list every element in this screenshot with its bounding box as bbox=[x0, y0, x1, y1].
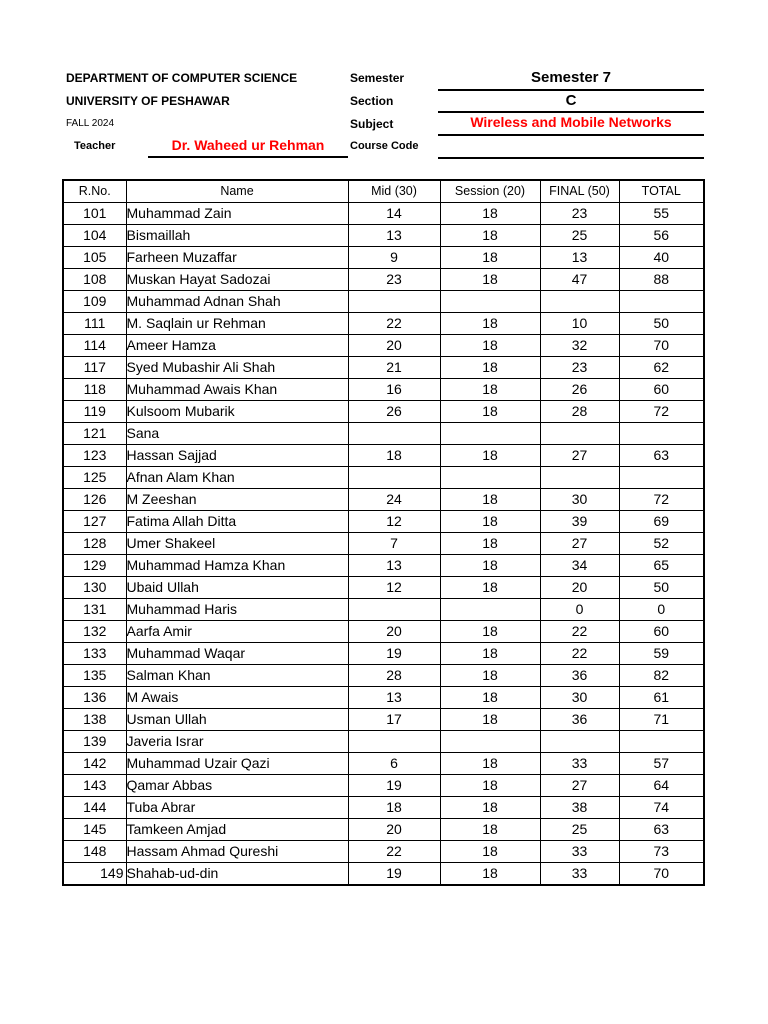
row-final: 47 bbox=[540, 269, 619, 291]
row-name: M. Saqlain ur Rehman bbox=[126, 313, 348, 335]
row-rno: 135 bbox=[63, 665, 126, 687]
row-total: 55 bbox=[619, 203, 704, 225]
row-final: 27 bbox=[540, 533, 619, 555]
row-final: 25 bbox=[540, 819, 619, 841]
row-name: Muhammad Uzair Qazi bbox=[126, 753, 348, 775]
row-name: Muhammad Awais Khan bbox=[126, 379, 348, 401]
row-mid: 22 bbox=[348, 841, 440, 863]
row-mid: 6 bbox=[348, 753, 440, 775]
subject-label: Subject bbox=[350, 117, 394, 131]
row-session: 18 bbox=[440, 577, 540, 599]
row-name: Umer Shakeel bbox=[126, 533, 348, 555]
row-rno: 126 bbox=[63, 489, 126, 511]
row-total: 56 bbox=[619, 225, 704, 247]
row-final: 33 bbox=[540, 753, 619, 775]
row-mid: 20 bbox=[348, 335, 440, 357]
row-session: 18 bbox=[440, 863, 540, 886]
row-final bbox=[540, 467, 619, 489]
table-row bbox=[63, 247, 704, 269]
row-total bbox=[619, 467, 704, 489]
row-mid bbox=[348, 291, 440, 313]
subject-value: Wireless and Mobile Networks bbox=[470, 114, 672, 130]
row-mid: 20 bbox=[348, 621, 440, 643]
row-final: 20 bbox=[540, 577, 619, 599]
row-rno: 109 bbox=[63, 291, 126, 313]
table-row bbox=[63, 225, 704, 247]
row-final: 38 bbox=[540, 797, 619, 819]
row-total: 50 bbox=[619, 577, 704, 599]
row-name: Salman Khan bbox=[126, 665, 348, 687]
marks-table-body bbox=[63, 203, 704, 886]
table-row bbox=[63, 731, 704, 753]
row-rno: 123 bbox=[63, 445, 126, 467]
teacher-underline bbox=[148, 156, 348, 158]
row-session: 18 bbox=[440, 335, 540, 357]
row-mid: 17 bbox=[348, 709, 440, 731]
table-row bbox=[63, 687, 704, 709]
term-label: FALL 2024 bbox=[66, 118, 115, 129]
row-final: 30 bbox=[540, 687, 619, 709]
row-total: 63 bbox=[619, 819, 704, 841]
table-row bbox=[63, 599, 704, 621]
row-final: 34 bbox=[540, 555, 619, 577]
row-mid bbox=[348, 423, 440, 445]
row-rno: 145 bbox=[63, 819, 126, 841]
row-rno: 144 bbox=[63, 797, 126, 819]
row-session: 18 bbox=[440, 841, 540, 863]
row-name: Muskan Hayat Sadozai bbox=[126, 269, 348, 291]
row-session bbox=[440, 599, 540, 621]
row-final: 13 bbox=[540, 247, 619, 269]
row-mid: 21 bbox=[348, 357, 440, 379]
row-final bbox=[540, 423, 619, 445]
row-rno: 143 bbox=[63, 775, 126, 797]
row-final: 25 bbox=[540, 225, 619, 247]
row-mid: 26 bbox=[348, 401, 440, 423]
row-mid: 13 bbox=[348, 225, 440, 247]
row-total: 40 bbox=[619, 247, 704, 269]
row-name: Shahab-ud-din bbox=[126, 863, 348, 886]
row-name: Farheen Muzaffar bbox=[126, 247, 348, 269]
row-rno: 104 bbox=[63, 225, 126, 247]
row-final: 22 bbox=[540, 621, 619, 643]
row-rno: 131 bbox=[63, 599, 126, 621]
row-name: Hassam Ahmad Qureshi bbox=[126, 841, 348, 863]
table-row bbox=[63, 335, 704, 357]
table-row bbox=[63, 863, 704, 886]
row-final: 32 bbox=[540, 335, 619, 357]
row-name: Sana bbox=[126, 423, 348, 445]
row-mid: 7 bbox=[348, 533, 440, 555]
row-mid: 23 bbox=[348, 269, 440, 291]
row-rno: 130 bbox=[63, 577, 126, 599]
column-header-total: TOTAL bbox=[619, 180, 704, 203]
row-final: 27 bbox=[540, 445, 619, 467]
row-total: 59 bbox=[619, 643, 704, 665]
table-row bbox=[63, 511, 704, 533]
row-final: 23 bbox=[540, 203, 619, 225]
row-mid: 19 bbox=[348, 775, 440, 797]
row-total: 60 bbox=[619, 621, 704, 643]
row-session: 18 bbox=[440, 247, 540, 269]
row-mid: 24 bbox=[348, 489, 440, 511]
column-header-final: FINAL (50) bbox=[540, 180, 619, 203]
row-mid: 19 bbox=[348, 643, 440, 665]
row-total: 64 bbox=[619, 775, 704, 797]
row-mid bbox=[348, 731, 440, 753]
row-rno: 105 bbox=[63, 247, 126, 269]
row-rno: 149 bbox=[63, 863, 126, 886]
row-rno: 132 bbox=[63, 621, 126, 643]
row-name: Muhammad Adnan Shah bbox=[126, 291, 348, 313]
row-session: 18 bbox=[440, 753, 540, 775]
row-session: 18 bbox=[440, 489, 540, 511]
row-final: 33 bbox=[540, 841, 619, 863]
section-value: C bbox=[565, 92, 577, 109]
row-name: Tamkeen Amjad bbox=[126, 819, 348, 841]
row-session: 18 bbox=[440, 401, 540, 423]
teacher-name: Dr. Waheed ur Rehman bbox=[171, 137, 325, 153]
row-session: 18 bbox=[440, 379, 540, 401]
row-total bbox=[619, 731, 704, 753]
row-rno: 142 bbox=[63, 753, 126, 775]
row-total: 73 bbox=[619, 841, 704, 863]
row-session: 18 bbox=[440, 203, 540, 225]
row-mid: 22 bbox=[348, 313, 440, 335]
row-session: 18 bbox=[440, 819, 540, 841]
row-name: Muhammad Zain bbox=[126, 203, 348, 225]
row-rno: 118 bbox=[63, 379, 126, 401]
semester-underline bbox=[438, 89, 704, 91]
row-final: 30 bbox=[540, 489, 619, 511]
row-mid: 14 bbox=[348, 203, 440, 225]
row-name: M Awais bbox=[126, 687, 348, 709]
row-mid: 12 bbox=[348, 577, 440, 599]
column-header-session: Session (20) bbox=[440, 180, 540, 203]
row-session: 18 bbox=[440, 643, 540, 665]
table-header-row bbox=[63, 180, 704, 203]
row-total: 62 bbox=[619, 357, 704, 379]
row-session: 18 bbox=[440, 621, 540, 643]
table-row bbox=[63, 819, 704, 841]
row-final: 23 bbox=[540, 357, 619, 379]
row-rno: 128 bbox=[63, 533, 126, 555]
row-total: 57 bbox=[619, 753, 704, 775]
row-final: 36 bbox=[540, 709, 619, 731]
row-total: 50 bbox=[619, 313, 704, 335]
row-total: 88 bbox=[619, 269, 704, 291]
table-row bbox=[63, 753, 704, 775]
row-session bbox=[440, 467, 540, 489]
row-final bbox=[540, 291, 619, 313]
row-final: 26 bbox=[540, 379, 619, 401]
row-final: 33 bbox=[540, 863, 619, 886]
row-rno: 129 bbox=[63, 555, 126, 577]
row-total: 60 bbox=[619, 379, 704, 401]
teacher-label: Teacher bbox=[74, 140, 116, 152]
column-header-mid: Mid (30) bbox=[348, 180, 440, 203]
row-session bbox=[440, 731, 540, 753]
table-row bbox=[63, 621, 704, 643]
row-session: 18 bbox=[440, 665, 540, 687]
row-session: 18 bbox=[440, 445, 540, 467]
section-label: Section bbox=[350, 94, 394, 108]
table-row bbox=[63, 313, 704, 335]
row-session: 18 bbox=[440, 687, 540, 709]
university-name: UNIVERSITY OF PESHAWAR bbox=[66, 94, 230, 108]
table-row bbox=[63, 797, 704, 819]
row-name: Muhammad Waqar bbox=[126, 643, 348, 665]
course-code-underline bbox=[438, 157, 704, 159]
row-session: 18 bbox=[440, 709, 540, 731]
row-session: 18 bbox=[440, 555, 540, 577]
row-mid: 18 bbox=[348, 445, 440, 467]
row-mid bbox=[348, 599, 440, 621]
row-final: 28 bbox=[540, 401, 619, 423]
row-total bbox=[619, 291, 704, 313]
table-row bbox=[63, 533, 704, 555]
semester-label: Semester bbox=[350, 71, 405, 85]
row-total: 71 bbox=[619, 709, 704, 731]
row-mid: 13 bbox=[348, 555, 440, 577]
row-session: 18 bbox=[440, 269, 540, 291]
row-total: 52 bbox=[619, 533, 704, 555]
row-mid bbox=[348, 467, 440, 489]
row-name: Ubaid Ullah bbox=[126, 577, 348, 599]
row-session: 18 bbox=[440, 313, 540, 335]
row-total: 69 bbox=[619, 511, 704, 533]
row-session bbox=[440, 291, 540, 313]
row-session: 18 bbox=[440, 797, 540, 819]
row-total: 72 bbox=[619, 489, 704, 511]
row-rno: 133 bbox=[63, 643, 126, 665]
row-mid: 20 bbox=[348, 819, 440, 841]
row-rno: 119 bbox=[63, 401, 126, 423]
row-rno: 127 bbox=[63, 511, 126, 533]
row-name: Syed Mubashir Ali Shah bbox=[126, 357, 348, 379]
table-row bbox=[63, 841, 704, 863]
row-rno: 108 bbox=[63, 269, 126, 291]
row-name: Kulsoom Mubarik bbox=[126, 401, 348, 423]
department-name: DEPARTMENT OF COMPUTER SCIENCE bbox=[66, 71, 298, 85]
table-row bbox=[63, 643, 704, 665]
row-session: 18 bbox=[440, 533, 540, 555]
row-name: Fatima Allah Ditta bbox=[126, 511, 348, 533]
row-session: 18 bbox=[440, 225, 540, 247]
row-name: Tuba Abrar bbox=[126, 797, 348, 819]
row-mid: 19 bbox=[348, 863, 440, 886]
row-rno: 148 bbox=[63, 841, 126, 863]
row-total: 63 bbox=[619, 445, 704, 467]
row-rno: 138 bbox=[63, 709, 126, 731]
row-name: Muhammad Hamza Khan bbox=[126, 555, 348, 577]
semester-value: Semester 7 bbox=[530, 69, 612, 86]
row-name: Qamar Abbas bbox=[126, 775, 348, 797]
marks-table bbox=[62, 179, 705, 886]
row-final: 39 bbox=[540, 511, 619, 533]
row-session: 18 bbox=[440, 357, 540, 379]
row-rno: 117 bbox=[63, 357, 126, 379]
row-session bbox=[440, 423, 540, 445]
row-rno: 125 bbox=[63, 467, 126, 489]
row-total: 61 bbox=[619, 687, 704, 709]
row-final: 22 bbox=[540, 643, 619, 665]
table-row bbox=[63, 357, 704, 379]
row-session: 18 bbox=[440, 775, 540, 797]
row-rno: 136 bbox=[63, 687, 126, 709]
row-rno: 139 bbox=[63, 731, 126, 753]
row-total: 0 bbox=[619, 599, 704, 621]
row-name: Bismaillah bbox=[126, 225, 348, 247]
row-final bbox=[540, 731, 619, 753]
row-rno: 101 bbox=[63, 203, 126, 225]
row-name: Ameer Hamza bbox=[126, 335, 348, 357]
row-total: 65 bbox=[619, 555, 704, 577]
row-total: 72 bbox=[619, 401, 704, 423]
row-final: 0 bbox=[540, 599, 619, 621]
table-row bbox=[63, 423, 704, 445]
row-total: 82 bbox=[619, 665, 704, 687]
row-name: Muhammad Haris bbox=[126, 599, 348, 621]
table-row bbox=[63, 291, 704, 313]
row-mid: 16 bbox=[348, 379, 440, 401]
row-rno: 121 bbox=[63, 423, 126, 445]
row-mid: 18 bbox=[348, 797, 440, 819]
row-rno: 111 bbox=[63, 313, 126, 335]
row-name: Usman Ullah bbox=[126, 709, 348, 731]
course-code-label: Course Code bbox=[350, 140, 419, 152]
table-row bbox=[63, 665, 704, 687]
row-name: Afnan Alam Khan bbox=[126, 467, 348, 489]
table-row bbox=[63, 379, 704, 401]
table-row bbox=[63, 467, 704, 489]
table-row bbox=[63, 555, 704, 577]
column-header-rno: R.No. bbox=[63, 180, 126, 203]
row-name: Hassan Sajjad bbox=[126, 445, 348, 467]
table-row bbox=[63, 577, 704, 599]
row-total: 70 bbox=[619, 335, 704, 357]
table-row bbox=[63, 489, 704, 511]
row-rno: 114 bbox=[63, 335, 126, 357]
row-name: Javeria Israr bbox=[126, 731, 348, 753]
table-row bbox=[63, 401, 704, 423]
table-row bbox=[63, 203, 704, 225]
table-row bbox=[63, 269, 704, 291]
subject-underline bbox=[438, 134, 704, 136]
row-name: Aarfa Amir bbox=[126, 621, 348, 643]
row-total: 74 bbox=[619, 797, 704, 819]
row-name: M Zeeshan bbox=[126, 489, 348, 511]
row-session: 18 bbox=[440, 511, 540, 533]
row-mid: 28 bbox=[348, 665, 440, 687]
row-mid: 9 bbox=[348, 247, 440, 269]
row-total bbox=[619, 423, 704, 445]
row-final: 36 bbox=[540, 665, 619, 687]
row-mid: 12 bbox=[348, 511, 440, 533]
table-row bbox=[63, 709, 704, 731]
section-underline bbox=[438, 111, 704, 113]
table-row bbox=[63, 445, 704, 467]
row-final: 10 bbox=[540, 313, 619, 335]
row-mid: 13 bbox=[348, 687, 440, 709]
column-header-name: Name bbox=[126, 180, 348, 203]
row-total: 70 bbox=[619, 863, 704, 886]
row-final: 27 bbox=[540, 775, 619, 797]
table-row bbox=[63, 775, 704, 797]
